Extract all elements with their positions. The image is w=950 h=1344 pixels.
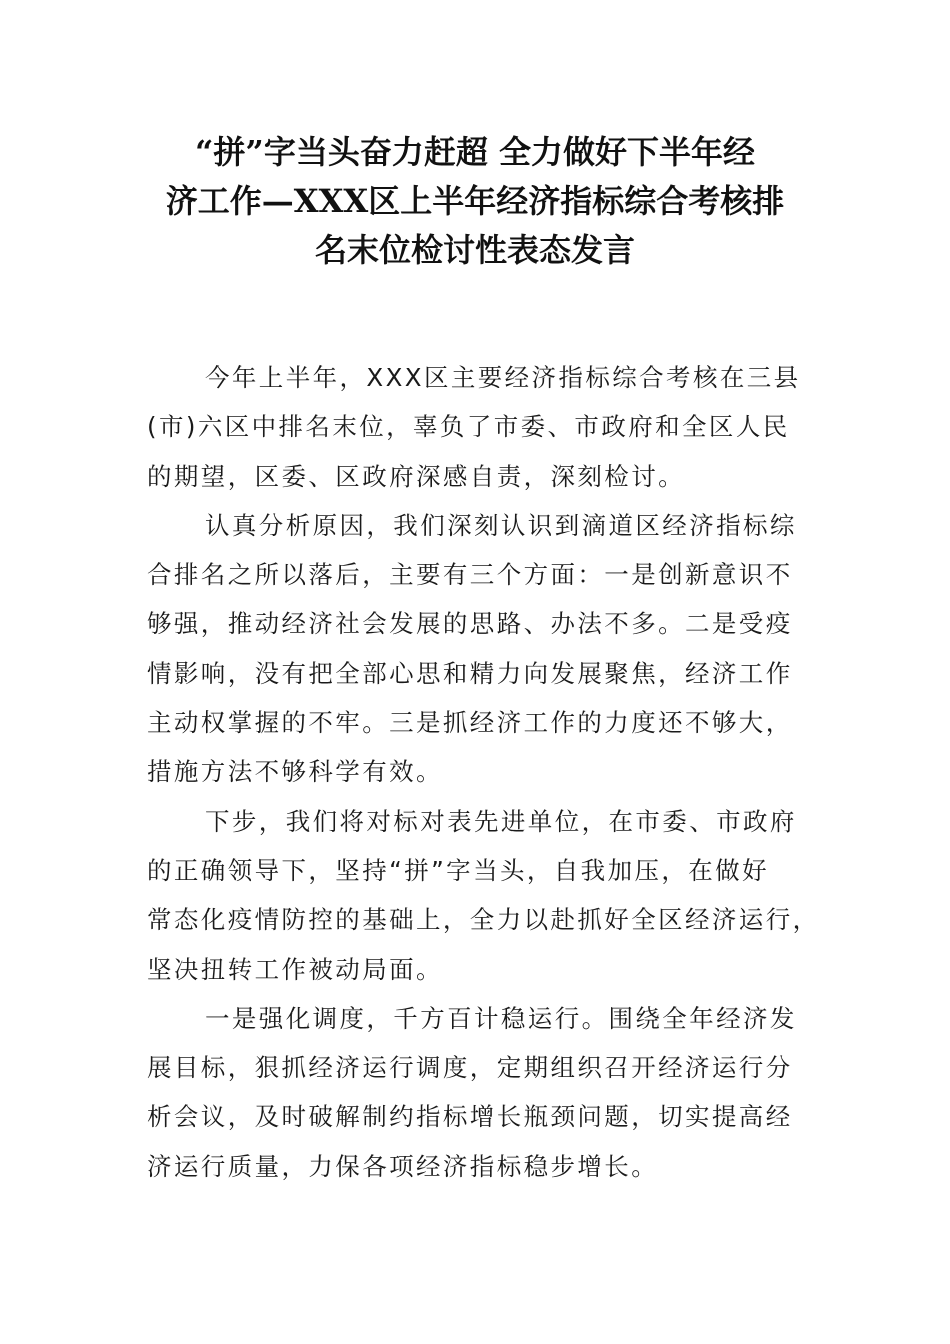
body-line: 合排名之所以落后，主要有三个方面：一是创新意识不	[147, 560, 793, 590]
body-line: 析会议，及时破解制约指标增长瓶颈问题，切实提高经	[147, 1102, 793, 1132]
paragraph-3	[147, 797, 820, 994]
paragraph-4	[147, 994, 812, 1191]
body-line: 主动权掌握的不牢。三是抓经济工作的力度还不够大，	[147, 708, 793, 738]
paragraph-2	[147, 501, 812, 797]
body-line: 认真分析原因，我们深刻认识到滴道区经济指标综	[205, 510, 797, 540]
title-line: 名末位检讨性表态发言	[314, 231, 635, 269]
body-line: 坚决扭转工作被动局面。	[147, 954, 443, 984]
paragraph-1	[147, 353, 812, 501]
body-line: 措施方法不够科学有效。	[147, 757, 443, 787]
document-title	[140, 128, 810, 275]
body-line: (市)六区中排名末位，辜负了市委、市政府和全区人民	[147, 412, 790, 442]
body-line: 的正确领导下，坚持“拼”字当头，自我加压，在做好	[147, 855, 769, 885]
title-line: 济工作—XXX区上半年经济指标综合考核排	[165, 182, 785, 220]
body-line: 今年上半年，XXX区主要经济指标综合考核在三县	[205, 363, 801, 392]
body-line: 常态化疫情防控的基础上，全力以赴抓好全区经济运行，	[147, 905, 820, 935]
body-line: 情影响，没有把全部心思和精力向发展聚焦，经济工作	[147, 658, 793, 688]
body-line: 够强，推动经济社会发展的思路、办法不多。二是受疫	[147, 609, 793, 639]
title-line: “拼”字当头奋力赶超 全力做好下半年经	[195, 133, 755, 171]
body-line: 展目标，狠抓经济运行调度，定期组织召开经济运行分	[147, 1053, 793, 1083]
body-line: 一是强化调度，千方百计稳运行。围绕全年经济发	[205, 1003, 797, 1033]
body-line: 下步，我们将对标对表先进单位，在市委、市政府	[205, 806, 797, 836]
body-line: 济运行质量，力保各项经济指标稳步增长。	[147, 1151, 659, 1181]
body-line: 的期望，区委、区政府深感自责，深刻检讨。	[147, 461, 685, 491]
document-body	[147, 353, 820, 1191]
